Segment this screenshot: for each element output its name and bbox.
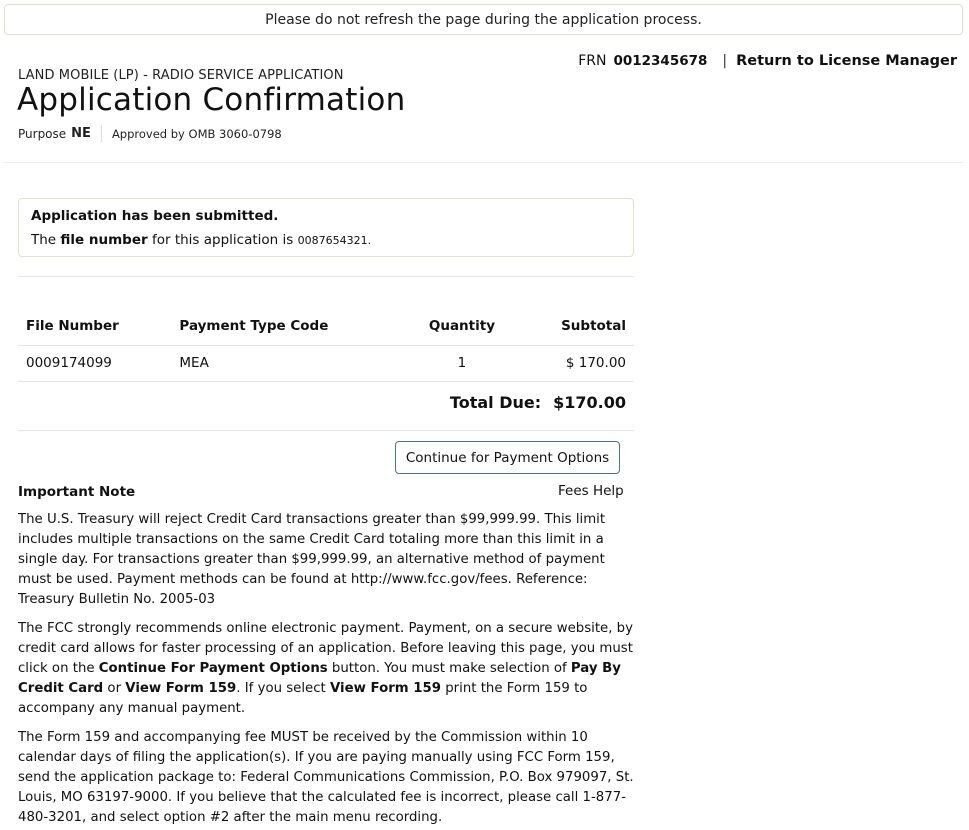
header-subtotal: Subtotal — [520, 308, 634, 345]
confirmation-file-number: 0087654321. — [297, 234, 372, 247]
banner-text: Please do not refresh the page during the application process. — [265, 12, 702, 28]
table-row — [18, 345, 634, 381]
purpose-value: NE — [71, 126, 91, 141]
fees-help-link[interactable]: Fees Help — [558, 483, 624, 499]
header-quantity: Quantity — [404, 308, 520, 345]
total-due-label: Total Due: — [449, 392, 542, 412]
continue-for-payment-options-button[interactable]: Continue for Payment Options — [395, 441, 620, 474]
page-title: Application Confirmation — [17, 82, 406, 118]
total-due-row — [18, 386, 634, 418]
total-due-value: $170.00 — [553, 392, 626, 412]
section-divider — [18, 276, 634, 277]
refresh-warning-banner — [4, 4, 963, 35]
important-note-heading: Important Note — [18, 484, 136, 500]
frn-value: 0012345678 — [613, 53, 708, 69]
note-text: or — [103, 681, 126, 696]
header-file-number: File Number — [18, 308, 171, 345]
alert-text — [31, 232, 621, 248]
meta-divider — [101, 125, 102, 142]
note-paragraph-treasury: The U.S. Treasury will reject Credit Card transactions greater than $99,999.99. This limit includes multiple transactions on the same Credit Card totaling more than this limit in a single day. For transactions greater than $99,999.99, an alternative method of payment must be used. Payment methods can be found at http://www.fcc.gov/fees. Reference: Treasury Bulletin No. 2005-03 — [18, 512, 606, 607]
note-bold-view-form-159: View Form 159 — [125, 681, 237, 696]
header-divider — [4, 162, 963, 163]
note-bold-pay-by-credit-card: Pay By Credit Card — [18, 661, 621, 696]
alert-title: Application has been submitted. — [31, 208, 279, 224]
cell-subtotal: $ 170.00 — [520, 345, 634, 381]
fee-table — [18, 308, 634, 382]
header-payment-type-code: Payment Type Code — [171, 308, 404, 345]
cell-quantity: 1 — [404, 345, 520, 381]
fee-table-header-row — [18, 308, 634, 345]
cell-file-number: 0009174099 — [18, 345, 171, 381]
alert-text-suffix: for this application is — [147, 232, 298, 248]
frn-bar — [578, 53, 957, 69]
frn-label: FRN — [578, 53, 607, 69]
note-bold-continue: Continue For Payment Options — [98, 661, 328, 676]
purpose-label: Purpose — [18, 126, 67, 141]
return-to-license-manager-link[interactable]: Return to License Manager — [736, 53, 957, 69]
cell-payment-type-code: MEA — [171, 345, 404, 381]
important-note-body — [18, 510, 638, 830]
note-text: . If you select — [236, 681, 330, 696]
note-bold-view-form-159: View Form 159 — [329, 681, 442, 696]
submission-alert — [18, 198, 634, 257]
note-paragraph-form-159: The Form 159 and accompanying fee MUST be received by the Commission within 10 calendar days of filing the application(s). If you are paying manually using FCC Form 159, send the application package to: Federal Communications Commission, P.O. Box 979097, St. Louis, MO 63197-9000. If you believe that the calculated fee is incorrect, please call 1-877-480-3201, and select option #2 after the main menu recording. — [18, 730, 634, 825]
note-paragraph-payment — [18, 619, 638, 719]
note-text: The FCC strongly recommends online electronic payment. Payment, on a secure website, by credit card allows for faster processing of an application. Before leaving this page, you must click on the — [18, 621, 633, 676]
table-divider — [18, 430, 634, 431]
note-text: button. You must make selection of — [327, 661, 571, 676]
note-text: print the Form 159 to accompany any manual payment. — [18, 681, 588, 716]
frn-separator: | — [722, 53, 728, 69]
service-title: LAND MOBILE (LP) - RADIO SERVICE APPLICATION — [18, 68, 344, 83]
alert-text-bold: file number — [60, 232, 148, 248]
application-meta — [18, 125, 282, 142]
omb-approval: Approved by OMB 3060-0798 — [111, 126, 282, 141]
alert-text-prefix: The — [31, 232, 61, 248]
